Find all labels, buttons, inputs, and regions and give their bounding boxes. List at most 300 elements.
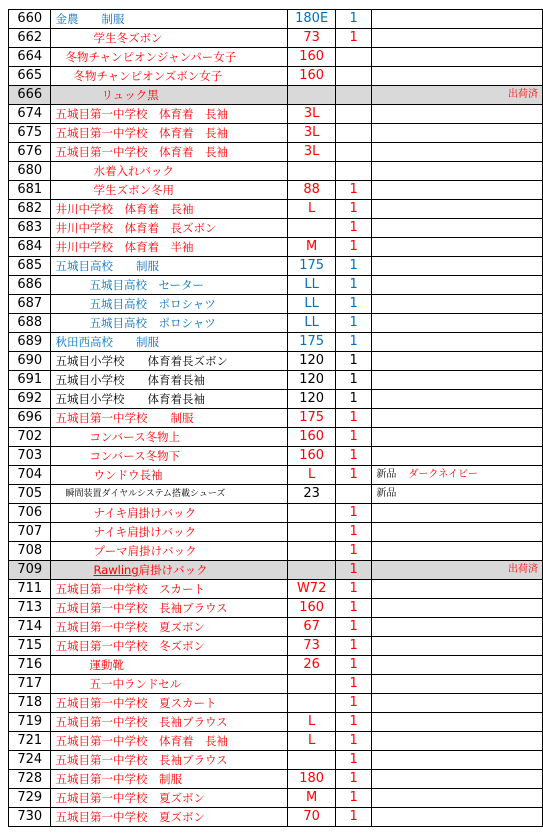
note-cell[interactable] [372,485,543,504]
item-name-cell[interactable] [51,599,288,618]
size-cell[interactable] [288,523,335,542]
item-name-text: 井川中学校 体育着 半袖 [55,240,194,254]
quantity-cell[interactable]: 1 [335,580,372,599]
size-cell[interactable]: M [288,789,335,808]
item-name-cell[interactable] [51,561,288,580]
size-cell[interactable]: 120 [288,371,335,390]
note-cell[interactable] [372,770,543,789]
size-cell[interactable]: 160 [288,428,335,447]
note-cell[interactable] [372,466,543,485]
note-cell[interactable] [372,789,543,808]
item-number-cell[interactable]: 686 [9,276,51,295]
table-row [9,10,543,29]
item-number-cell[interactable]: 714 [9,618,51,637]
table-row [9,200,543,219]
item-name-text: 五城目第一中学校 長袖ブラウス [55,753,228,767]
table-row [9,523,543,542]
item-name-text: 五城目高校 ポロシャツ [89,316,216,330]
item-name-text: 五城目第一中学校 夏スカート [55,696,217,710]
item-name-text: 水着入れバック [93,164,174,178]
item-number-cell[interactable]: 690 [9,352,51,371]
note-cell[interactable] [372,200,543,219]
size-cell[interactable]: L [288,732,335,751]
item-number-cell[interactable]: 730 [9,808,51,827]
quantity-cell[interactable]: 1 [335,219,372,238]
note-cell[interactable] [372,618,543,637]
table-row [9,713,543,732]
item-number-cell[interactable]: 680 [9,162,51,181]
note-cell[interactable] [372,181,543,200]
size-cell[interactable] [288,675,335,694]
item-name-cell[interactable] [51,808,288,827]
note-cell[interactable] [372,276,543,295]
item-number-cell[interactable]: 692 [9,390,51,409]
table-row [9,675,543,694]
size-cell[interactable]: 3L [288,124,335,143]
table-row [9,390,543,409]
item-name-cell[interactable] [51,295,288,314]
note-cell[interactable] [372,656,543,675]
note-cell[interactable] [372,713,543,732]
quantity-cell[interactable]: 1 [335,276,372,295]
item-number-cell[interactable]: 709 [9,561,51,580]
item-name-cell[interactable] [51,162,288,181]
quantity-cell[interactable]: 1 [335,333,372,352]
table-row [9,637,543,656]
quantity-cell[interactable] [335,162,372,181]
quantity-cell[interactable]: 1 [335,713,372,732]
shipped-badge: 出荷済 [508,89,538,100]
item-name-cell[interactable] [51,789,288,808]
inventory-table-body [9,10,543,827]
table-row [9,48,543,67]
item-name-text: 五城目第一中学校 スカート [55,582,205,596]
size-cell[interactable]: 175 [288,409,335,428]
item-name-cell[interactable] [51,86,288,105]
item-number-cell[interactable]: 719 [9,713,51,732]
note-cell[interactable] [372,447,543,466]
item-name-cell[interactable] [51,656,288,675]
table-row [9,751,543,770]
size-cell[interactable]: 70 [288,808,335,827]
quantity-cell[interactable]: 1 [335,257,372,276]
item-name-cell[interactable] [51,257,288,276]
table-row [9,485,543,504]
item-number-cell[interactable]: 676 [9,143,51,162]
size-cell[interactable] [288,504,335,523]
note-cell[interactable] [372,428,543,447]
item-name-cell[interactable] [51,580,288,599]
item-name-text: 運動靴 [89,658,124,672]
note-cell[interactable] [372,599,543,618]
size-cell[interactable]: 160 [288,48,335,67]
item-name-cell[interactable] [51,447,288,466]
table-row [9,428,543,447]
note-cell[interactable] [372,238,543,257]
note-cell[interactable] [372,295,543,314]
quantity-cell[interactable] [335,48,372,67]
table-row [9,295,543,314]
quantity-cell[interactable]: 1 [335,656,372,675]
note-content [372,485,542,503]
item-name-cell[interactable] [51,751,288,770]
quantity-cell[interactable]: 1 [335,295,372,314]
note-cell[interactable] [372,371,543,390]
size-cell[interactable]: L [288,200,335,219]
item-name-cell[interactable] [51,371,288,390]
note-cell[interactable] [372,333,543,352]
item-number-cell[interactable]: 682 [9,200,51,219]
item-name-text: 五城目第一中学校 長袖ブラウス [55,601,228,615]
item-number-cell[interactable]: 687 [9,295,51,314]
note-cell[interactable] [372,542,543,561]
size-cell[interactable]: L [288,466,335,485]
table-row [9,143,543,162]
note-cell[interactable] [372,732,543,751]
quantity-cell[interactable]: 1 [335,371,372,390]
table-row [9,371,543,390]
quantity-cell[interactable] [335,105,372,124]
size-cell[interactable]: 88 [288,181,335,200]
item-name-cell[interactable] [51,67,288,86]
item-name-cell[interactable] [51,333,288,352]
note-content [372,466,542,484]
table-row [9,808,543,827]
item-name-cell[interactable] [51,48,288,67]
item-number-cell[interactable]: 703 [9,447,51,466]
item-name-text: 五城目小学校 体育着長袖 [55,373,205,387]
table-row [9,618,543,637]
note-left [376,466,477,484]
item-name-cell[interactable] [51,713,288,732]
item-name-text: 五城目小学校 体育着長袖 [55,392,205,406]
item-number-cell[interactable]: 721 [9,732,51,751]
item-name-cell[interactable] [51,105,288,124]
note-color-text: ダークネイビー [408,469,478,480]
note-cell[interactable] [372,390,543,409]
size-cell[interactable]: 26 [288,656,335,675]
item-number-cell[interactable]: 729 [9,789,51,808]
item-name-text: プーマ肩掛けバック [93,544,197,558]
item-name-cell[interactable] [51,10,288,29]
item-name-text: ナイキ肩掛けバック [93,506,197,520]
item-name-cell[interactable] [51,181,288,200]
item-name-cell[interactable] [51,504,288,523]
item-name-text: 五城目第一中学校 制服 [55,772,182,786]
table-row [9,238,543,257]
table-row [9,504,543,523]
item-name-cell[interactable] [51,770,288,789]
table-row [9,599,543,618]
note-cell[interactable] [372,219,543,238]
size-cell[interactable] [288,542,335,561]
quantity-cell[interactable]: 1 [335,561,372,580]
quantity-cell[interactable]: 1 [335,352,372,371]
size-cell[interactable]: 73 [288,637,335,656]
size-cell[interactable]: LL [288,276,335,295]
item-name-text: 学生ズボン冬用 [93,183,174,197]
table-row [9,181,543,200]
quantity-cell[interactable] [335,86,372,105]
note-cell[interactable] [372,580,543,599]
table-row [9,333,543,352]
note-cell[interactable] [372,143,543,162]
size-cell[interactable]: L [288,713,335,732]
note-cell[interactable] [372,86,543,105]
quantity-cell[interactable]: 1 [335,523,372,542]
quantity-cell[interactable]: 1 [335,29,372,48]
item-number-cell[interactable]: 715 [9,637,51,656]
item-name-text: ナイキ肩掛けバック [93,525,197,539]
item-number-cell[interactable]: 666 [9,86,51,105]
quantity-cell[interactable]: 1 [335,770,372,789]
item-number-cell[interactable]: 718 [9,694,51,713]
item-number-cell[interactable]: 711 [9,580,51,599]
item-name-cell[interactable] [51,219,288,238]
item-name-text: Rawling [93,563,139,577]
item-number-cell[interactable]: 664 [9,48,51,67]
table-row [9,694,543,713]
note-cell[interactable] [372,637,543,656]
item-name-text: 冬物チャンピオンズボン女子 [73,69,223,83]
note-cell[interactable] [372,409,543,428]
item-number-cell[interactable]: 705 [9,485,51,504]
table-row [9,257,543,276]
size-cell[interactable]: 3L [288,143,335,162]
item-name-cell[interactable] [51,409,288,428]
quantity-cell[interactable]: 1 [335,637,372,656]
item-name-text: ウンドウ長袖 [93,468,163,482]
note-cell[interactable] [372,352,543,371]
table-row [9,770,543,789]
quantity-cell[interactable]: 1 [335,599,372,618]
item-name-cell[interactable] [51,466,288,485]
size-cell[interactable] [288,86,335,105]
item-number-cell[interactable]: 662 [9,29,51,48]
size-cell[interactable]: 73 [288,29,335,48]
table-row [9,409,543,428]
item-name-cell[interactable] [51,200,288,219]
item-name-text: 金農 制服 [55,12,125,26]
item-number-cell[interactable]: 702 [9,428,51,447]
item-name-text: 冬物チャンピオンジャンパー女子 [65,50,237,64]
note-cell[interactable] [372,523,543,542]
quantity-cell[interactable] [335,124,372,143]
quantity-cell[interactable]: 1 [335,181,372,200]
item-number-cell[interactable]: 681 [9,181,51,200]
item-name-text: リュック黒 [101,88,159,102]
table-row [9,789,543,808]
quantity-cell[interactable]: 1 [335,751,372,770]
note-cell[interactable] [372,504,543,523]
quantity-cell[interactable]: 1 [335,428,372,447]
size-cell[interactable]: M [288,238,335,257]
item-name-text: コンバース冬物下 [89,449,181,463]
item-name-text: 肩掛けバック [138,563,208,577]
quantity-cell[interactable]: 1 [335,390,372,409]
quantity-cell[interactable]: 1 [335,789,372,808]
quantity-cell[interactable]: 1 [335,10,372,29]
size-cell[interactable]: LL [288,314,335,333]
item-number-cell[interactable]: 674 [9,105,51,124]
item-number-cell[interactable]: 696 [9,409,51,428]
item-name-cell[interactable] [51,732,288,751]
note-cell[interactable] [372,162,543,181]
item-number-cell[interactable]: 660 [9,10,51,29]
size-cell[interactable]: 3L [288,105,335,124]
note-cell[interactable] [372,105,543,124]
item-name-cell[interactable] [51,390,288,409]
item-number-cell[interactable]: 716 [9,656,51,675]
size-cell[interactable]: 67 [288,618,335,637]
size-cell[interactable]: 175 [288,257,335,276]
item-name-text: 瞬間装置ダイヤルシステム搭載シューズ [65,489,226,499]
item-number-cell[interactable]: 728 [9,770,51,789]
item-name-cell[interactable] [51,637,288,656]
quantity-cell[interactable]: 1 [335,675,372,694]
item-number-cell[interactable]: 665 [9,67,51,86]
item-number-cell[interactable]: 683 [9,219,51,238]
size-cell[interactable]: 180 [288,770,335,789]
item-number-cell[interactable]: 704 [9,466,51,485]
item-name-text: 五城目高校 セーター [89,278,204,292]
size-cell[interactable]: 120 [288,352,335,371]
item-number-cell[interactable]: 689 [9,333,51,352]
item-number-cell[interactable]: 707 [9,523,51,542]
quantity-cell[interactable]: 1 [335,409,372,428]
quantity-cell[interactable] [335,143,372,162]
quantity-cell[interactable]: 1 [335,542,372,561]
item-name-cell[interactable] [51,485,288,504]
note-status-text: 新品 [376,469,397,480]
item-name-text: 井川中学校 体育着 長袖 [55,202,194,216]
item-number-cell[interactable]: 708 [9,542,51,561]
quantity-cell[interactable]: 1 [335,466,372,485]
note-content [372,561,542,579]
note-cell[interactable] [372,751,543,770]
item-name-cell[interactable] [51,675,288,694]
size-cell[interactable]: 23 [288,485,335,504]
size-cell[interactable] [288,219,335,238]
note-status-text: 新品 [376,488,397,499]
item-number-cell[interactable]: 691 [9,371,51,390]
note-cell[interactable] [372,29,543,48]
item-name-cell[interactable] [51,276,288,295]
note-cell[interactable] [372,10,543,29]
size-cell[interactable] [288,561,335,580]
table-row [9,561,543,580]
item-name-text: 五城目高校 制服 [55,259,159,273]
item-name-text: 五城目第一中学校 体育着 長袖 [55,145,228,159]
size-cell[interactable]: 160 [288,67,335,86]
item-number-cell[interactable]: 713 [9,599,51,618]
table-row [9,29,543,48]
item-number-cell[interactable]: 724 [9,751,51,770]
shipped-badge: 出荷済 [508,564,538,575]
note-cell[interactable] [372,675,543,694]
item-name-text: 五城目第一中学校 夏ズボン [55,791,205,805]
item-name-cell[interactable] [51,124,288,143]
note-cell[interactable] [372,314,543,333]
note-cell[interactable] [372,48,543,67]
table-row [9,276,543,295]
quantity-cell[interactable] [335,67,372,86]
size-cell[interactable] [288,694,335,713]
size-cell[interactable] [288,162,335,181]
table-row [9,105,543,124]
item-name-text: コンバース冬物上 [89,430,181,444]
quantity-cell[interactable]: 1 [335,314,372,333]
quantity-cell[interactable]: 1 [335,504,372,523]
item-name-cell[interactable] [51,523,288,542]
size-cell[interactable]: 160 [288,599,335,618]
item-name-cell[interactable] [51,143,288,162]
quantity-cell[interactable]: 1 [335,694,372,713]
item-number-cell[interactable]: 685 [9,257,51,276]
item-name-text: 五城目第一中学校 冬ズボン [55,639,205,653]
item-name-text: 井川中学校 体育着 長ズボン [55,221,217,235]
table-row [9,352,543,371]
quantity-cell[interactable] [335,485,372,504]
quantity-cell[interactable]: 1 [335,447,372,466]
note-cell[interactable] [372,124,543,143]
item-number-cell[interactable]: 675 [9,124,51,143]
item-name-text: 五城目高校 ポロシャツ [89,297,216,311]
size-cell[interactable] [288,751,335,770]
size-cell[interactable]: 180E [288,10,335,29]
item-name-text: 五城目第一中学校 夏ズボン [55,810,205,824]
note-cell[interactable] [372,694,543,713]
quantity-cell[interactable]: 1 [335,238,372,257]
item-number-cell[interactable]: 684 [9,238,51,257]
note-cell[interactable] [372,67,543,86]
note-content [372,86,542,104]
item-name-text: 五城目小学校 体育着長ズボン [55,354,228,368]
item-name-cell[interactable] [51,352,288,371]
note-cell[interactable] [372,808,543,827]
item-number-cell[interactable]: 706 [9,504,51,523]
quantity-cell[interactable]: 1 [335,618,372,637]
item-name-cell[interactable] [51,428,288,447]
item-name-cell[interactable] [51,618,288,637]
note-cell[interactable] [372,257,543,276]
item-name-cell[interactable] [51,694,288,713]
item-number-cell[interactable]: 688 [9,314,51,333]
item-name-text: 五城目第一中学校 体育着 長袖 [55,734,228,748]
item-number-cell[interactable]: 717 [9,675,51,694]
item-name-cell[interactable] [51,314,288,333]
item-name-text: 五城目第一中学校 制服 [55,411,194,425]
quantity-cell[interactable]: 1 [335,200,372,219]
table-row [9,447,543,466]
size-cell[interactable]: W72 [288,580,335,599]
quantity-cell[interactable]: 1 [335,732,372,751]
table-row [9,219,543,238]
table-row [9,732,543,751]
size-cell[interactable]: LL [288,295,335,314]
item-name-text: 五城目第一中学校 体育着 長袖 [55,126,228,140]
item-name-cell[interactable] [51,238,288,257]
item-name-cell[interactable] [51,542,288,561]
quantity-cell[interactable]: 1 [335,808,372,827]
item-name-text: 五一中ランドセル [89,677,182,691]
note-cell[interactable] [372,561,543,580]
table-row [9,162,543,181]
size-cell[interactable]: 120 [288,390,335,409]
item-name-cell[interactable] [51,29,288,48]
size-cell[interactable]: 160 [288,447,335,466]
size-cell[interactable]: 175 [288,333,335,352]
